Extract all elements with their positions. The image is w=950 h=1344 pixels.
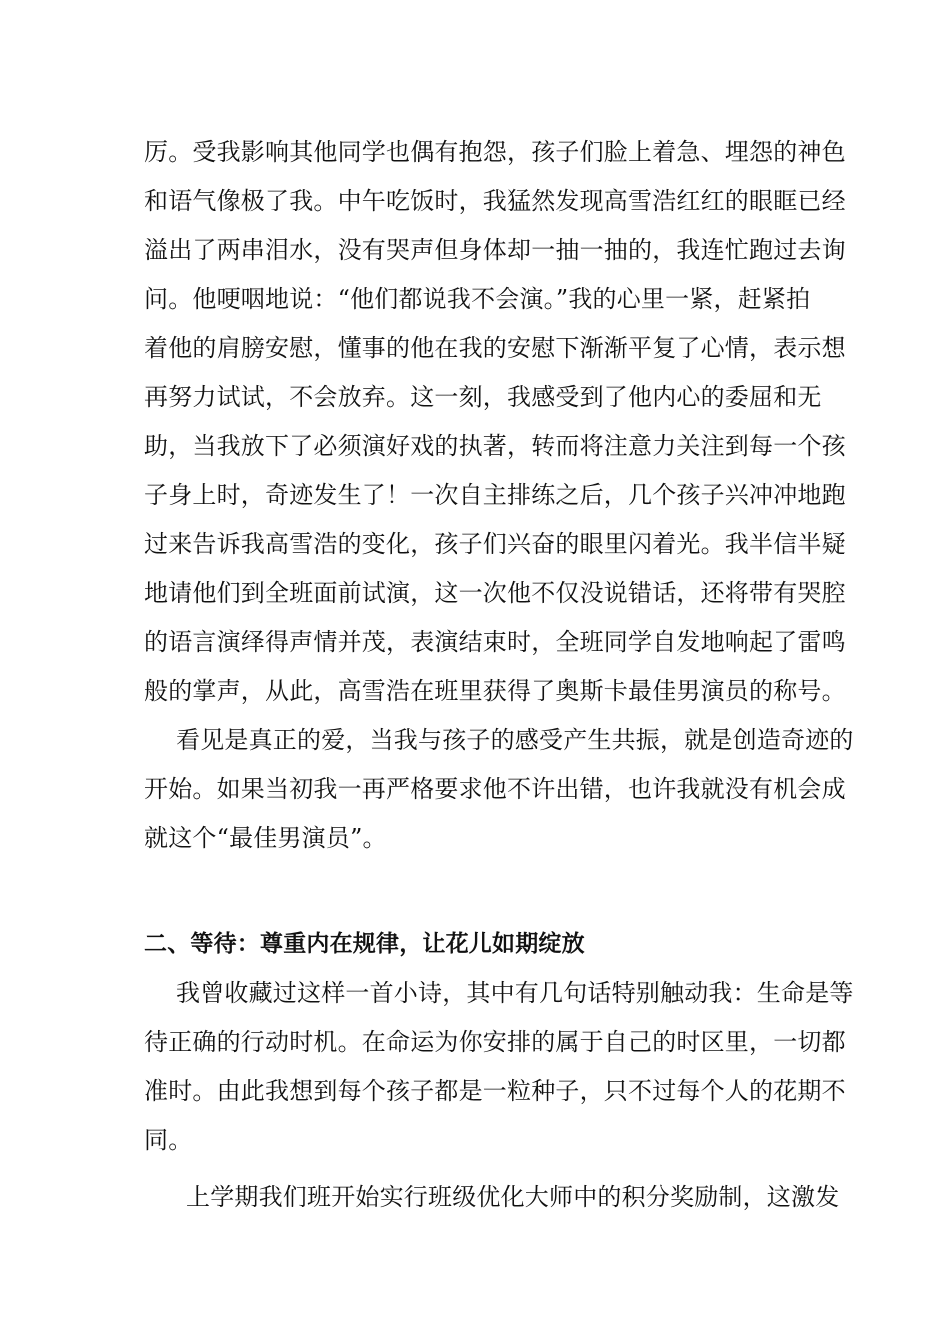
paragraph-line: 待正确的行动时机。在命运为你安排的属于自己的时区里，一切都 (144, 1028, 846, 1056)
paragraph-line: 看见是真正的爱，当我与孩子的感受产生共振，就是创造奇迹的 (176, 726, 854, 754)
paragraph-line: 上学期我们班开始实行班级优化大师中的积分奖励制，这激发 (186, 1183, 840, 1211)
paragraph-line: 就这个“最佳男演员”。 (144, 824, 387, 852)
paragraph-line: 再努力试试，不会放弃。这一刻，我感受到了他内心的委屈和无 (144, 383, 822, 411)
paragraph-line: 厉。受我影响其他同学也偶有抱怨，孩子们脸上着急、埋怨的神色 (144, 138, 846, 166)
paragraph-line: 我曾收藏过这样一首小诗，其中有几句话特别触动我：生命是等 (176, 979, 854, 1007)
paragraph-line: 的语言演绎得声情并茂，表演结束时，全班同学自发地响起了雷鸣 (144, 628, 846, 656)
paragraph-line: 般的掌声，从此，高雪浩在班里获得了奥斯卡最佳男演员的称号。 (144, 677, 846, 705)
paragraph-line: 子身上时，奇迹发生了！一次自主排练之后，几个孩子兴冲冲地跑 (144, 481, 846, 509)
paragraph-line: 和语气像极了我。中午吃饭时，我猛然发现高雪浩红红的眼眶已经 (144, 187, 846, 215)
paragraph-line: 问。他哽咽地说：“他们都说我不会演。”我的心里一紧，赶紧拍 (144, 285, 811, 313)
paragraph-line: 地请他们到全班面前试演，这一次他不仅没说错话，还将带有哭腔 (144, 579, 846, 607)
paragraph-line: 助，当我放下了必须演好戏的执著，转而将注意力关注到每一个孩 (144, 432, 846, 460)
paragraph-line: 开始。如果当初我一再严格要求他不许出错，也许我就没有机会成 (144, 775, 846, 803)
paragraph-line: 溢出了两串泪水，没有哭声但身体却一抽一抽的，我连忙跑过去询 (144, 236, 846, 264)
paragraph-line: 过来告诉我高雪浩的变化，孩子们兴奋的眼里闪着光。我半信半疑 (144, 530, 846, 558)
section-heading: 二、等待：尊重内在规律，让花儿如期绽放 (144, 931, 585, 957)
paragraph-line: 准时。由此我想到每个孩子都是一粒种子，只不过每个人的花期不 (144, 1077, 846, 1105)
paragraph-line: 同。 (144, 1126, 193, 1154)
paragraph-line: 着他的肩膀安慰，懂事的他在我的安慰下渐渐平复了心情，表示想 (144, 334, 846, 362)
